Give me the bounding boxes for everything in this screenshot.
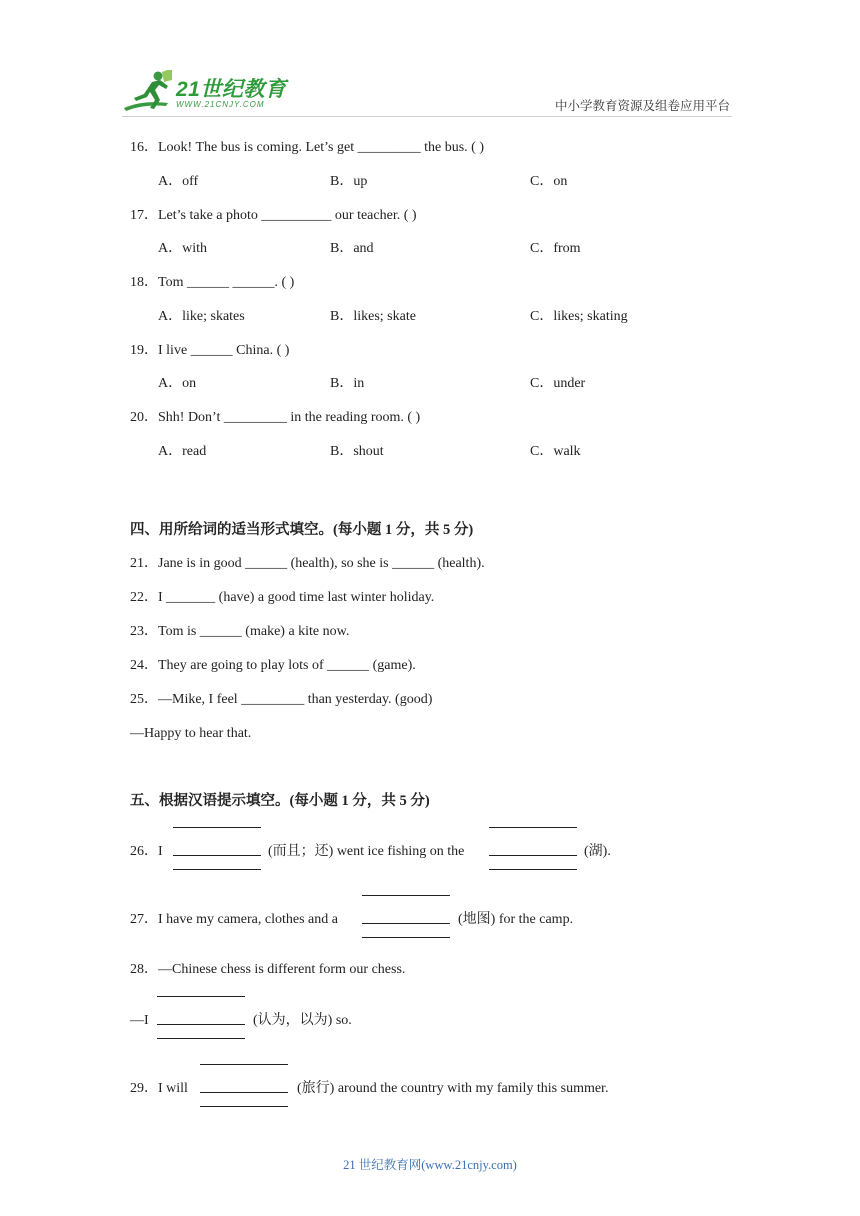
- q26-text-middle: (而且；还) went ice fishing on the: [268, 844, 465, 859]
- q19-option-b: B．in: [330, 376, 365, 391]
- q27-answer-line-top: [362, 895, 450, 896]
- question-21: 21．Jane is in good ______ (health), so she is ______ (health).: [130, 556, 485, 571]
- q28-answer-line-top: [157, 996, 245, 997]
- q16-option-b: B．up: [330, 174, 368, 189]
- q20-option-b: B．shout: [330, 444, 384, 459]
- q28-answer-line: [157, 1024, 245, 1025]
- logo-text: 21世纪教育: [176, 78, 287, 101]
- section-4-heading: 四、用所给词的适当形式填空。(每小题 1 分，共 5 分): [130, 522, 474, 538]
- q26-text-end: (湖).: [584, 844, 611, 859]
- q26-answer-line-2: [489, 855, 577, 856]
- q29-text-end: (旅行) around the country with my family this summer.: [297, 1081, 609, 1096]
- question-22: 22．I _______ (have) a good time last winter holiday.: [130, 590, 435, 605]
- q26-answer-line-1-top: [173, 827, 261, 828]
- q16-option-c: C．on: [530, 174, 568, 189]
- site-logo: [122, 70, 292, 116]
- question-18-stem: 18．Tom ______ ______. ( ): [130, 275, 295, 290]
- question-25: 25．—Mike, I feel _________ than yesterday. (good): [130, 692, 433, 707]
- q28-reply-end: (认为，以为) so.: [253, 1013, 352, 1028]
- q18-option-a: A．like; skates: [158, 309, 245, 324]
- question-23: 23．Tom is ______ (make) a kite now.: [130, 624, 350, 639]
- question-17-stem: 17．Let’s take a photo __________ our teacher. ( ): [130, 208, 417, 223]
- section-5-heading: 五、根据汉语提示填空。(每小题 1 分，共 5 分): [130, 793, 430, 809]
- q27-text-end: (地图) for the camp.: [458, 912, 574, 927]
- q19-option-c: C．under: [530, 376, 586, 391]
- q17-option-b: B．and: [330, 241, 374, 256]
- q27-answer-line: [362, 923, 450, 924]
- q28-prompt: 28．—Chinese chess is different form our chess.: [130, 962, 406, 977]
- q29-answer-line-top: [200, 1064, 288, 1065]
- q18-option-c: C．likes; skating: [530, 309, 628, 324]
- header-divider: [122, 116, 732, 117]
- q19-option-a: A．on: [158, 376, 197, 391]
- q27-text-start: 27．I have my camera, clothes and a: [130, 912, 338, 927]
- question-16-stem: 16．Look! The bus is coming. Let’s get _________ the bus. ( ): [130, 140, 484, 155]
- q26-answer-line-2-bottom: [489, 869, 577, 870]
- question-19-stem: 19．I live ______ China. ( ): [130, 343, 290, 358]
- q20-option-a: A．read: [158, 444, 207, 459]
- q20-option-c: C．walk: [530, 444, 581, 459]
- header-platform-text: 中小学教育资源及组卷应用平台: [554, 99, 730, 113]
- runner-logo-icon: [122, 70, 174, 116]
- q26-text-start: 26．I: [130, 844, 163, 859]
- q26-answer-line-1-bottom: [173, 869, 261, 870]
- q17-option-c: C．from: [530, 241, 581, 256]
- q29-answer-line: [200, 1092, 288, 1093]
- q29-text-start: 29．I will: [130, 1081, 188, 1096]
- q18-option-b: B．likes; skate: [330, 309, 416, 324]
- footer-site-link[interactable]: 21 世纪教育网(www.21cnjy.com): [343, 1158, 517, 1172]
- question-25-reply: —Happy to hear that.: [130, 726, 252, 741]
- q26-answer-line-2-top: [489, 827, 577, 828]
- question-24: 24．They are going to play lots of ______ (game).: [130, 658, 416, 673]
- q27-answer-line-bottom: [362, 937, 450, 938]
- q28-answer-line-bottom: [157, 1038, 245, 1039]
- q28-reply-start: —I: [130, 1013, 149, 1028]
- question-20-stem: 20．Shh! Don’t _________ in the reading room. ( ): [130, 410, 421, 425]
- q17-option-a: A．with: [158, 241, 207, 256]
- logo-url: WWW.21CNJY.COM: [176, 100, 265, 109]
- q29-answer-line-bottom: [200, 1106, 288, 1107]
- q26-answer-line-1: [173, 855, 261, 856]
- q16-option-a: A．off: [158, 174, 199, 189]
